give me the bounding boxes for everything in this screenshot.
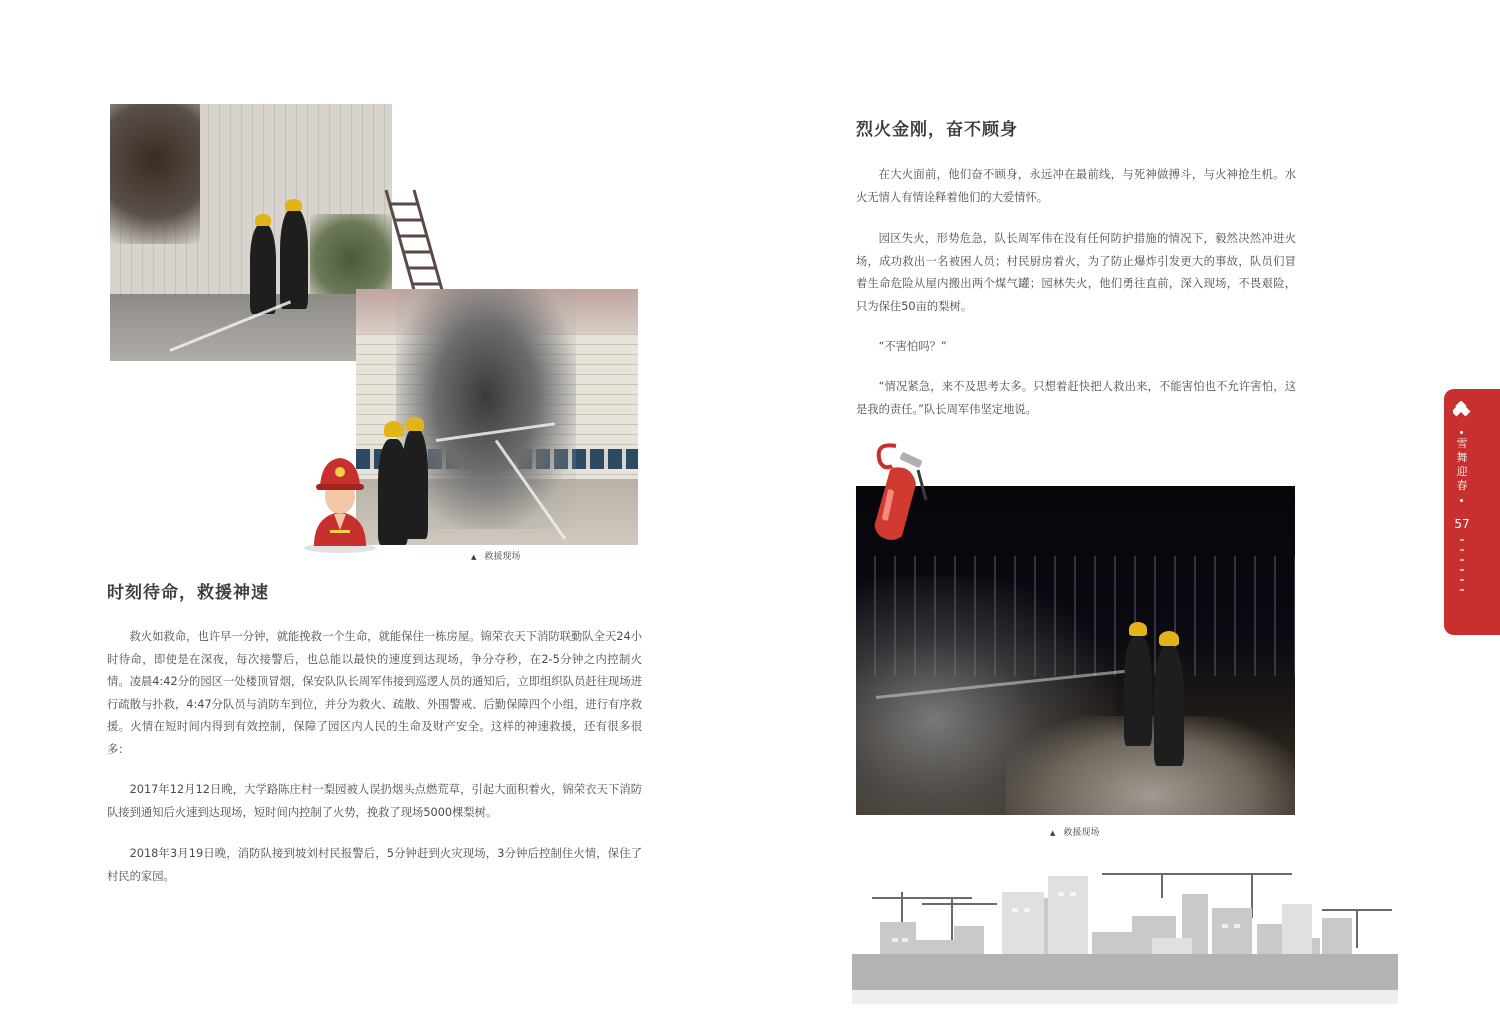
firefighter-helmet bbox=[255, 214, 271, 226]
firefighter-helmet bbox=[1159, 631, 1179, 646]
firefighter-helmet bbox=[1129, 622, 1147, 636]
separator-dot bbox=[1460, 431, 1463, 434]
firefighter-mascot-icon bbox=[300, 450, 380, 554]
title-char: 春 bbox=[1456, 479, 1468, 492]
firefighter-helmet bbox=[384, 421, 404, 437]
ladder-icon bbox=[378, 186, 450, 294]
side-tab bbox=[1444, 389, 1500, 635]
firefighter bbox=[280, 209, 308, 309]
paragraph: 园区失火，形势危急，队长周军伟在没有任何防护措施的情况下，毅然决然冲进火场，成功救出一名被困人员；村民厨房着火，为了防止爆炸引发更大的事故，队员们冒着生命危险从屋内搬出两个煤气罐；园林失火，他们勇往直前，深入现场，不畏艰险，只为保住50亩的梨树。 bbox=[856, 232, 1296, 313]
firefighter-helmet bbox=[285, 199, 302, 211]
title-char: 雪 bbox=[1456, 437, 1468, 450]
photo-caption: ▲ 救援现场 bbox=[471, 552, 521, 562]
section-heading-left: 时刻待命，救援神速 bbox=[107, 583, 269, 603]
paragraph: 2018年3月19日晚，消防队接到坡刘村民报警后，5分钟赶到火灾现场，3分钟后控制住火情，保住了村民的家园。 bbox=[107, 847, 642, 883]
title-char: 迎 bbox=[1456, 465, 1468, 478]
city-skyline-illustration bbox=[852, 858, 1398, 1004]
triangle-icon: ▲ bbox=[1050, 829, 1056, 837]
firefighter bbox=[402, 429, 428, 539]
side-tab-title bbox=[1455, 437, 1469, 493]
page-number: 57 bbox=[1454, 517, 1470, 531]
paragraph: “不害怕吗？” bbox=[878, 340, 947, 353]
fire-smoke bbox=[110, 104, 200, 244]
photo-rescue-scene-2 bbox=[356, 289, 638, 545]
separator-dot bbox=[1460, 499, 1463, 502]
brand-logo-icon bbox=[1453, 401, 1471, 419]
firefighter bbox=[1124, 636, 1152, 746]
firefighter bbox=[250, 224, 276, 314]
decorative-dots bbox=[1460, 539, 1464, 599]
firefighter bbox=[1154, 646, 1184, 766]
triangle-icon: ▲ bbox=[471, 553, 477, 561]
title-char: 舞 bbox=[1456, 451, 1468, 464]
paragraph: 救火如救命，也许早一分钟，就能挽救一个生命，就能保住一栋房屋。锦荣衣天下消防联勤队全天24小时待命，即使是在深夜，每次接警后，也总能以最快的速度到达现场，争分夺秒，在2-5分钟之内控制火情。凌晨4:42分的园区一处楼顶冒烟，保安队队长周军伟接到巡逻人员的通知后，立即组织队员赶往现场进行疏散与扑救，4:47分队员与消防车到位，并分为救火、疏散、外围警戒、后勤保障四个小组，进行有序救援。火情在短时间内得到有效控制，保障了园区内人民的生命及财产安全。这样的神速救援，还有很多很多： bbox=[107, 630, 642, 756]
paragraph: 2017年12月12日晚，大学路陈庄村一梨园被人误扔烟头点燃荒草，引起大面积着火，锦荣衣天下消防队接到通知后火速到达现场，短时间内控制了火势，挽救了现场5000棵梨树。 bbox=[107, 783, 642, 819]
photo-rescue-scene-1 bbox=[110, 104, 392, 361]
fire-extinguisher-icon bbox=[866, 440, 938, 544]
section-heading-right: 烈火金刚，奋不顾身 bbox=[856, 120, 1018, 140]
paragraph: “情况紧急，来不及思考太多。只想着赶快把人救出来，不能害怕也不允许害怕，这是我的责任。”队长周军伟坚定地说。 bbox=[856, 380, 1296, 416]
firefighter-helmet bbox=[406, 417, 424, 431]
photo-caption: ▲ 救援现场 bbox=[1050, 828, 1100, 838]
paragraph: 在大火面前，他们奋不顾身，永远冲在最前线，与死神做搏斗，与火神抢生机。水火无情人有情诠释着他们的大爱情怀。 bbox=[856, 168, 1296, 204]
